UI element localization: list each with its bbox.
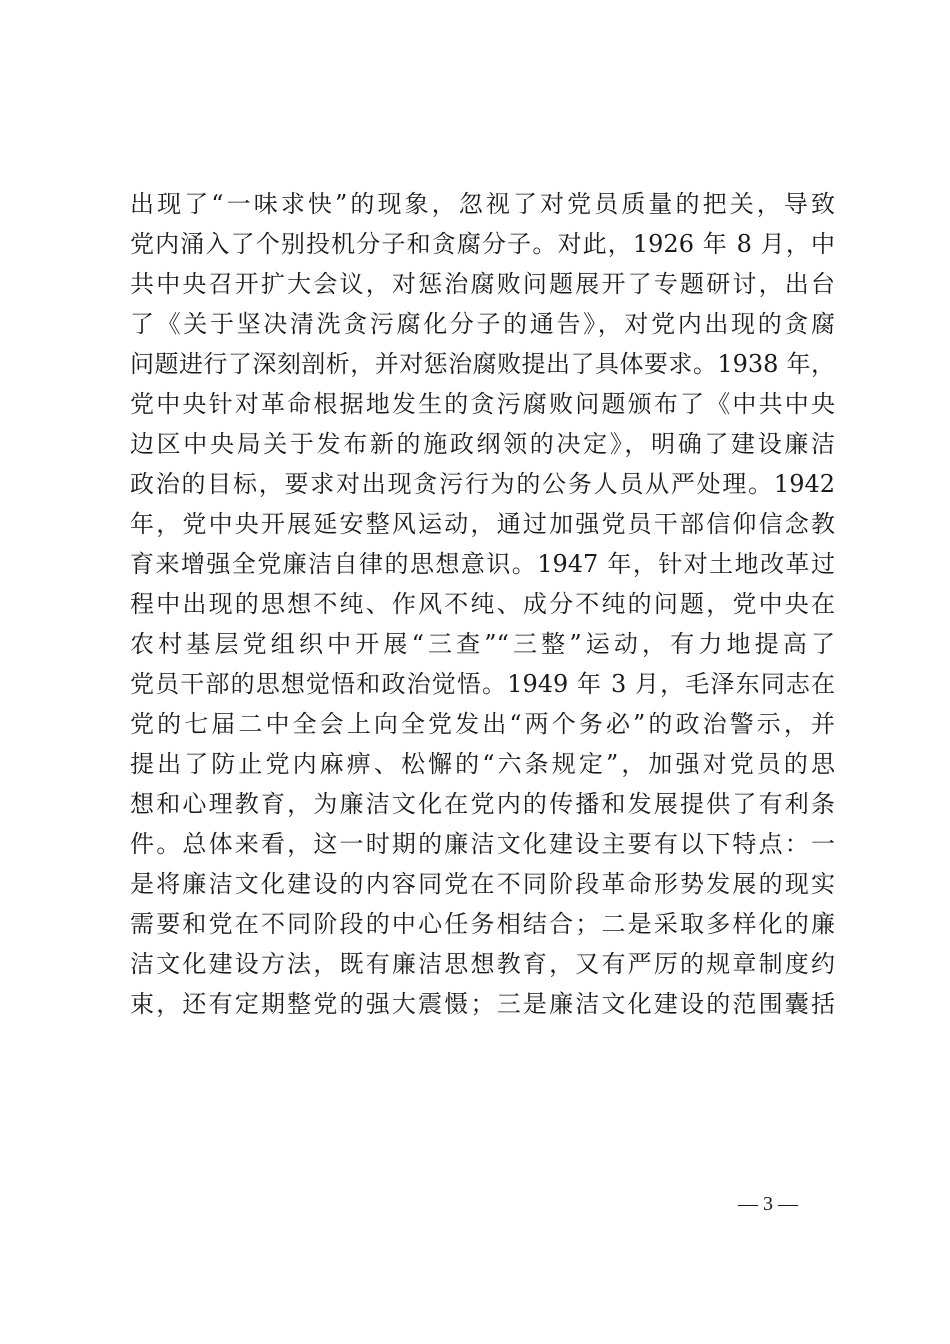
- text-line: 程中出现的思想不纯、作风不纯、成分不纯的问题，党中央在: [130, 590, 835, 618]
- text-line: 育来增强全党廉洁自律的思想意识。1947 年，针对土地改革过: [130, 550, 835, 578]
- text-line: 年，党中央开展延安整风运动，通过加强党员干部信仰信念教: [130, 510, 835, 538]
- text-line: 党员干部的思想觉悟和政治觉悟。1949 年 3 月，毛泽东同志在: [130, 670, 835, 698]
- text-line: 想和心理教育，为廉洁文化在党内的传播和发展提供了有利条: [130, 790, 835, 818]
- text-line: 需要和党在不同阶段的中心任务相结合；二是采取多样化的廉: [130, 910, 835, 938]
- text-line: 提出了防止党内麻痹、松懈的“六条规定”，加强对党员的思: [130, 750, 835, 778]
- text-line: 洁文化建设方法，既有廉洁思想教育，又有严厉的规章制度约: [130, 950, 835, 978]
- text-line: 党中央针对革命根据地发生的贪污腐败问题颁布了《中共中央: [130, 390, 835, 418]
- text-line: 问题进行了深刻剖析，并对惩治腐败提出了具体要求。1938 年，: [130, 350, 835, 378]
- text-line: 党内涌入了个别投机分子和贪腐分子。对此，1926 年 8 月，中: [130, 230, 835, 258]
- text-line: 出现了“一味求快”的现象，忽视了对党员质量的把关，导致: [130, 190, 835, 218]
- page-number: — 3 —: [738, 1193, 798, 1215]
- text-line: 件。总体来看，这一时期的廉洁文化建设主要有以下特点：一: [130, 830, 835, 858]
- text-line: 了《关于坚决清洗贪污腐化分子的通告》，对党内出现的贪腐: [130, 310, 835, 338]
- text-line: 是将廉洁文化建设的内容同党在不同阶段革命形势发展的现实: [130, 870, 835, 898]
- text-line: 党的七届二中全会上向全党发出“两个务必”的政治警示，并: [130, 710, 835, 738]
- text-line: 共中央召开扩大会议，对惩治腐败问题展开了专题研讨，出台: [130, 270, 835, 298]
- text-line: 边区中央局关于发布新的施政纲领的决定》，明确了建设廉洁: [130, 430, 835, 458]
- body-text: [130, 184, 835, 1024]
- text-line: 束，还有定期整党的强大震慑；三是廉洁文化建设的范围囊括: [130, 990, 835, 1018]
- text-line: 农村基层党组织中开展“三查”“三整”运动，有力地提高了: [130, 630, 835, 658]
- text-line: 政治的目标，要求对出现贪污行为的公务人员从严处理。1942: [130, 470, 835, 498]
